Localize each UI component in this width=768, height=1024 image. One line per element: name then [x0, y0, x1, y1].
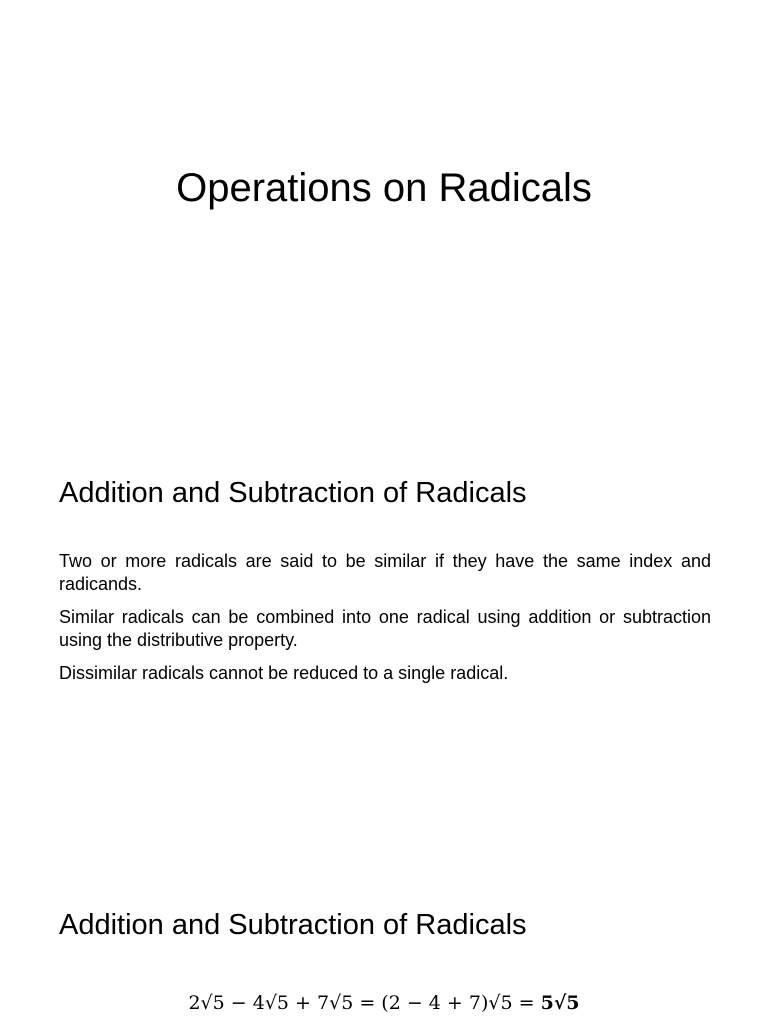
slide-body — [59, 550, 711, 695]
slide-heading: Addition and Subtraction of Radicals — [59, 477, 527, 509]
paragraph-dissimilar: Dissimilar radicals cannot be reduced to a single radical. — [59, 663, 509, 683]
equation-expression: 2√5 − 4√5 + 7√5 = (2 − 4 + 7)√5 = — [188, 992, 541, 1014]
example-slide — [0, 864, 768, 1024]
content-slide — [0, 432, 768, 864]
presentation-title: Operations on Radicals — [176, 166, 592, 210]
equation-result: 5√5 — [540, 992, 580, 1014]
slide-heading: Addition and Subtraction of Radicals — [59, 909, 527, 941]
paragraph-similar-definition: Two or more radicals are said to be similar if they have the same index and radicands. — [59, 551, 711, 594]
paragraph-combining: Similar radicals can be combined into one radical using addition or subtraction using the distributive property. — [59, 607, 711, 650]
title-slide — [0, 0, 768, 432]
example-equation — [0, 992, 768, 1015]
